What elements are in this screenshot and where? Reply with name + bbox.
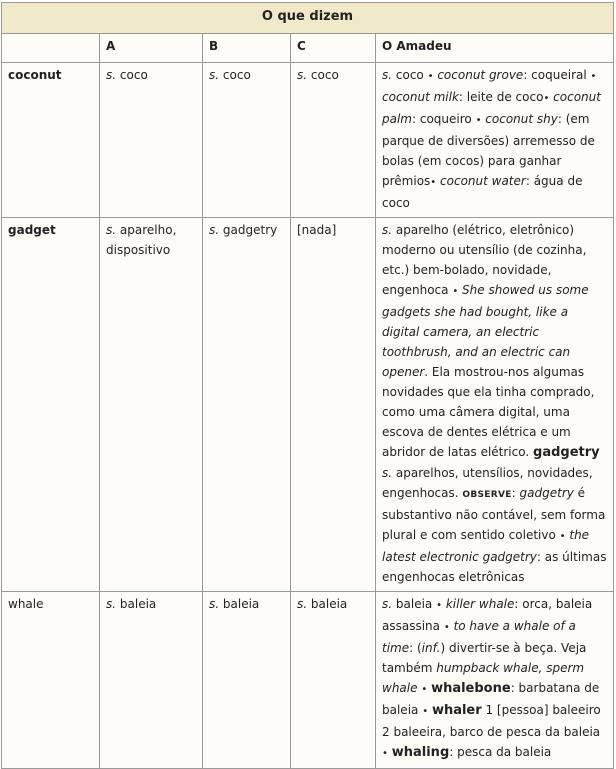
- translation: baleia: [310, 597, 348, 611]
- column-header-c: C: [291, 34, 376, 63]
- table-row: [2, 218, 614, 592]
- translation: coco: [119, 68, 148, 82]
- part-of-speech: s.: [297, 68, 308, 82]
- definition-text: aparelhos, utensílios, novidades, engenhocas.: [382, 466, 593, 500]
- part-of-speech: s.: [209, 68, 220, 82]
- entry-b: [203, 218, 291, 592]
- definition-text: coconut palm: [382, 90, 601, 126]
- definition-text: s.: [382, 597, 393, 611]
- column-header-a: A: [100, 34, 203, 63]
- definition-text: aparelho (elétrico, eletrônico) moderno ou utensílio (de cozinha, etc.) bem-bolado, novidade, engenhoca: [382, 223, 587, 297]
- entry-amadeu: [376, 218, 614, 592]
- column-header-amadeu: O Amadeu: [376, 34, 614, 63]
- headword: gadget: [2, 218, 100, 592]
- definition-text: :: [511, 486, 520, 500]
- definition-text: : coqueiral: [523, 68, 591, 82]
- column-header-empty: [2, 34, 100, 63]
- part-of-speech: s.: [209, 223, 220, 237]
- definition-text: gadgetry: [519, 486, 574, 500]
- entry-a: [100, 63, 203, 218]
- entry-b: [203, 592, 291, 769]
- definition-text: coconut grove: [437, 68, 524, 82]
- entry-b: [203, 63, 291, 218]
- definition-text: : orca, baleia assassina: [382, 597, 593, 633]
- translation: coco: [222, 68, 251, 82]
- part-of-speech: s.: [106, 597, 117, 611]
- definition-text: ) divertir-se à beça. Veja também: [382, 641, 587, 675]
- bullet-separator: •: [452, 286, 459, 297]
- part-of-speech: s.: [106, 68, 117, 82]
- translation: baleia: [119, 597, 157, 611]
- dictionary-comparison: [1, 2, 613, 769]
- translation: [nada]: [297, 223, 337, 237]
- definition-text: s.: [382, 466, 393, 480]
- definition-text: gadgetry: [533, 445, 600, 460]
- comparison-table: [1, 2, 614, 769]
- bullet-separator: •: [430, 177, 437, 188]
- entry-amadeu: [376, 592, 614, 769]
- headword: whale: [2, 592, 100, 769]
- bullet-separator: •: [590, 71, 597, 82]
- definition-text: coconut shy: [485, 112, 558, 126]
- definition-text: 1 [pessoa] baleeiro 2 baleeira, barco de pesca da baleia: [382, 703, 601, 739]
- entry-amadeu: [376, 63, 614, 218]
- entry-c: [291, 218, 376, 592]
- definition-text: to have a whale of a time: [382, 619, 576, 655]
- table-row: [2, 63, 614, 218]
- definition-text: : barbatana de baleia: [382, 681, 600, 717]
- bullet-separator: •: [475, 115, 482, 126]
- entry-c: [291, 63, 376, 218]
- definition-text: baleia: [392, 597, 437, 611]
- definition-text: humpback whale, sperm whale: [382, 661, 585, 695]
- bullet-separator: •: [559, 531, 566, 542]
- table-title: O que dizem: [2, 3, 614, 34]
- definition-text: OBSERVE: [462, 490, 512, 500]
- definition-text: whaling: [391, 745, 450, 760]
- definition-text: : coqueiro: [412, 112, 476, 126]
- bullet-separator: •: [422, 706, 429, 717]
- definition-text: : (: [409, 641, 422, 655]
- definition-text: . Ela mostrou-nos algumas novidades que ela tinha comprado, como uma câmera digital, uma escova de dentes elétrica e um abridor de latas elétrico.: [382, 365, 595, 459]
- table-row: [2, 592, 614, 769]
- entry-a: [100, 592, 203, 769]
- bullet-separator: •: [543, 93, 550, 104]
- part-of-speech: s.: [106, 223, 117, 237]
- definition-text: inf.: [421, 641, 441, 655]
- column-header-b: B: [203, 34, 291, 63]
- headword: coconut: [2, 63, 100, 218]
- part-of-speech: s.: [209, 597, 220, 611]
- part-of-speech: s.: [297, 597, 308, 611]
- bullet-separator: •: [427, 71, 434, 82]
- definition-text: whalebone: [431, 681, 511, 696]
- definition-text: whaler: [431, 703, 482, 718]
- entry-c: [291, 592, 376, 769]
- definition-text: : (em parque de diversões) arremesso de bolas (em cocos) para ganhar prêmios: [382, 112, 595, 188]
- definition-text: killer whale: [445, 597, 515, 611]
- translation: baleia: [222, 597, 260, 611]
- translation: aparelho, dispositivo: [106, 223, 177, 257]
- definition-text: the latest electronic gadgetry: [382, 528, 590, 564]
- bullet-separator: •: [436, 600, 442, 611]
- bullet-separator: •: [443, 622, 450, 633]
- definition-text: : as últimas engenhocas eletrônicas: [382, 550, 607, 584]
- bullet-separator: •: [382, 748, 388, 759]
- definition-text: coconut milk: [382, 90, 459, 104]
- definition-text: : água de coco: [382, 174, 583, 210]
- definition-text: : pesca da baleia: [449, 745, 552, 759]
- definition-text: coconut water: [440, 174, 526, 188]
- definition-text: : leite de coco: [458, 90, 544, 104]
- definition-text: She showed us some gadgets she had bought, like a digital camera, an electric toothbrush, and an electric can opener: [382, 283, 589, 379]
- translation: gadgetry: [222, 223, 278, 237]
- entry-a: [100, 218, 203, 592]
- bullet-separator: •: [421, 684, 428, 695]
- definition-text: s.: [382, 223, 393, 237]
- translation: coco: [310, 68, 339, 82]
- definition-text: s.: [382, 68, 393, 82]
- definition-text: é substantivo não contável, sem forma plural e com sentido coletivo: [382, 486, 606, 542]
- definition-text: coco: [392, 68, 428, 82]
